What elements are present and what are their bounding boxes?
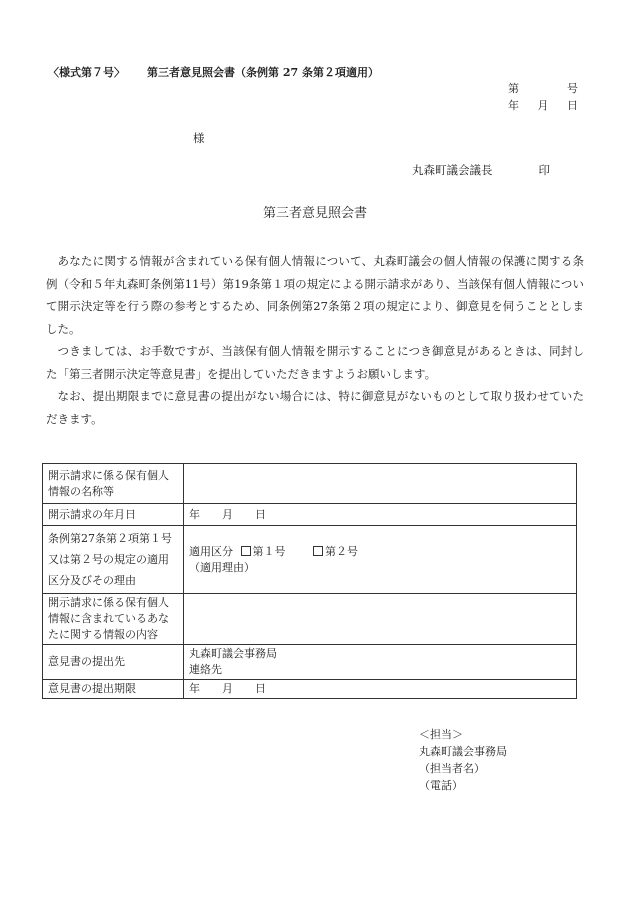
contact-office: 丸森町議会事務局 [419, 745, 507, 758]
checkbox-item1[interactable] [241, 546, 251, 556]
destination-contact: 連絡先 [189, 663, 222, 676]
row-label-line: 区分及びその理由 [48, 574, 136, 587]
table-row [43, 526, 577, 594]
doc-date-day: 日 [567, 99, 578, 112]
body-paragraph: あなたに関する情報が含まれている保有個人情報について、丸森町議会の個人情報の保護に関する条例（令和５年丸森町条例第11号）第19条第１項の規定による開示請求があり、当該保有個人情報について開示決定等を行う際の参考とするため、同条例第27条第２項の規定により、御意見を伺うこととしました。 [46, 254, 584, 336]
body-text [46, 250, 584, 430]
row-label-submission-destination: 意見書の提出先 [43, 645, 184, 680]
form-number: 〈様式第７号〉 [48, 66, 125, 79]
row-label-info-name: 開示請求に係る保有個人情報の名称等 [43, 464, 184, 504]
sender-name: 丸森町議会議長 [412, 163, 493, 177]
doc-number-prefix: 第 [508, 82, 519, 95]
row-value-request-date[interactable]: 年 月 日 [184, 504, 577, 526]
row-label-line: 条例第27条第２項第１号 [48, 532, 172, 545]
table-row [43, 680, 577, 699]
row-value-submission-deadline[interactable]: 年 月 日 [184, 680, 577, 699]
document-title: 第三者意見照会書 [262, 206, 367, 221]
addressee-honorific: 様 [193, 131, 205, 145]
reason-label: （適用理由） [189, 560, 255, 574]
category-selector [189, 544, 571, 560]
option-item2-label: 第２号 [325, 544, 358, 558]
option-item1-label: 第１号 [252, 544, 286, 558]
contact-block [419, 726, 507, 794]
document-number-block [508, 80, 578, 114]
body-paragraph: つきましては、お手数ですが、当該保有個人情報を開示することにつき御意見があるときは、同封した「第三者開示決定等意見書」を提出していただきますようお願いします。 [46, 344, 584, 381]
row-value-info-name[interactable] [184, 464, 577, 504]
body-paragraph: なお、提出期限までに意見書の提出がない場合には、特に御意見がないものとして取り扱わせていただきます。 [46, 389, 584, 426]
row-value-application-category [184, 526, 577, 594]
doc-number-suffix: 号 [567, 82, 578, 95]
destination-office: 丸森町議会事務局 [189, 647, 277, 660]
contact-heading: ＜担当＞ [419, 728, 463, 741]
contact-phone: （電話） [419, 779, 463, 792]
table-row [43, 464, 577, 504]
table-row [43, 504, 577, 526]
table-row [43, 594, 577, 645]
row-label-info-content: 開示請求に係る保有個人情報に含まれているあなたに関する情報の内容 [43, 594, 184, 645]
row-value-info-content[interactable] [184, 594, 577, 645]
seal-mark: 印 [538, 163, 550, 177]
row-label-request-date: 開示請求の年月日 [43, 504, 184, 526]
row-label-line: 又は第２号の規定の適用 [48, 553, 169, 566]
doc-date-month: 月 [537, 99, 549, 112]
checkbox-item2[interactable] [313, 546, 323, 556]
row-label-submission-deadline: 意見書の提出期限 [43, 680, 184, 699]
table-row [43, 645, 577, 680]
form-header [48, 64, 379, 80]
information-table [42, 463, 577, 699]
category-label: 適用区分 [189, 544, 233, 558]
form-header-title: 第三者意見照会書（条例第 27 条第２項適用） [147, 66, 379, 79]
row-value-submission-destination [184, 645, 577, 680]
contact-person: （担当者名） [419, 762, 485, 775]
sender-block [412, 162, 550, 178]
row-label-application-category [43, 526, 184, 594]
doc-date-year: 年 [508, 99, 519, 112]
